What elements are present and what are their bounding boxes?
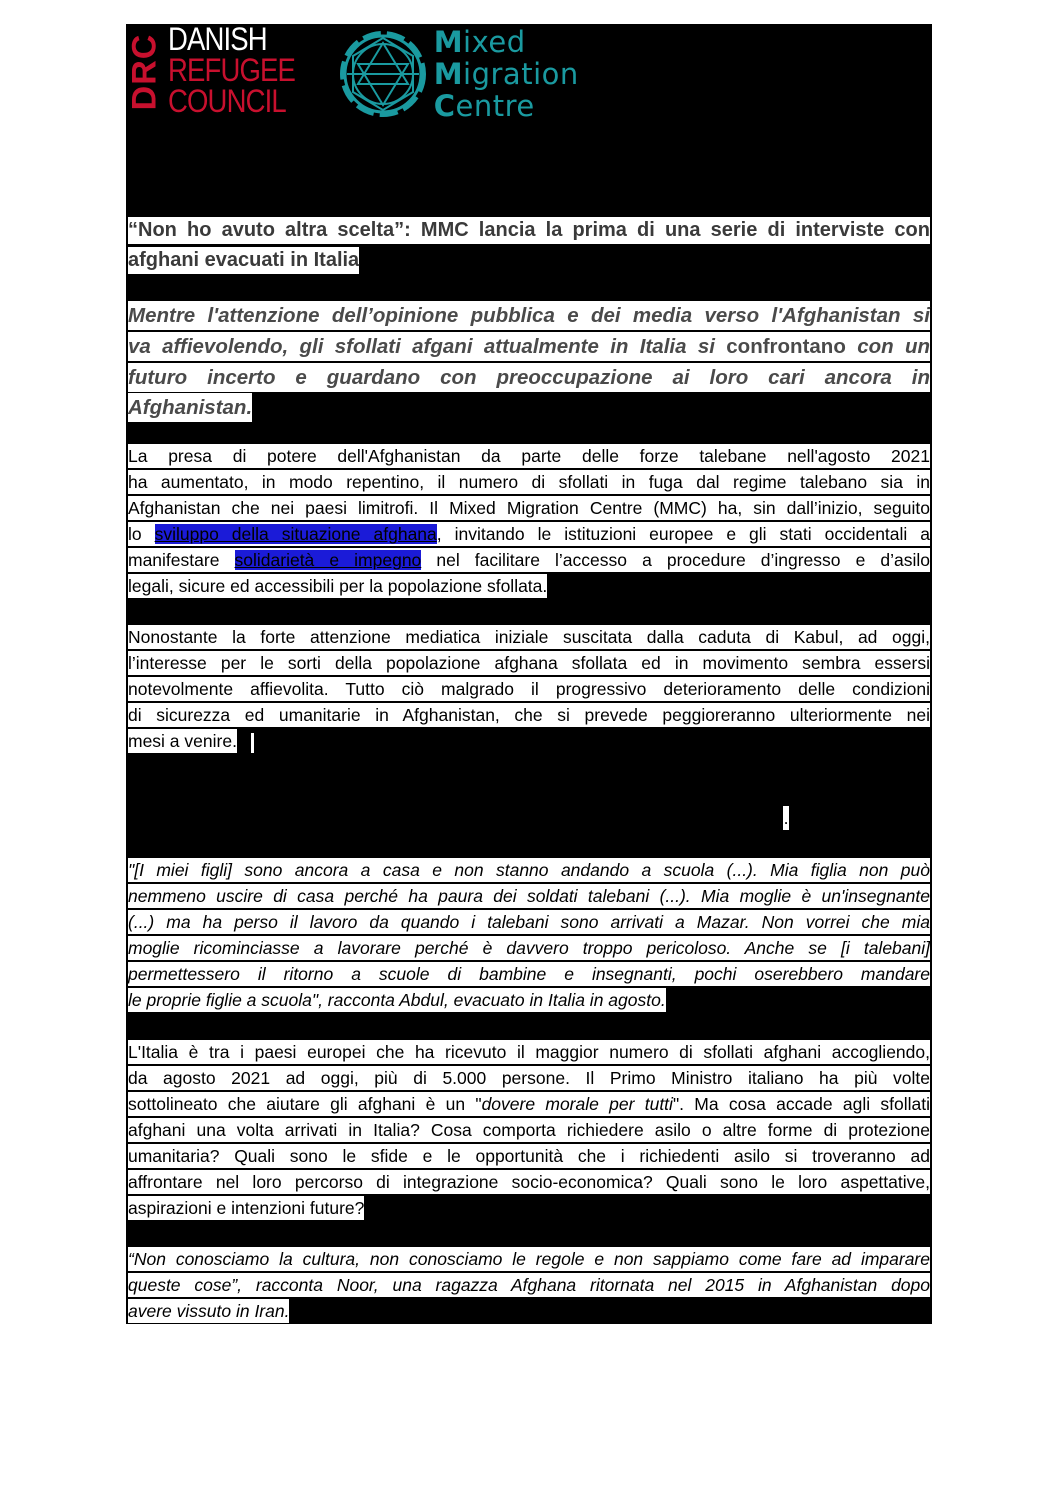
quote1-line-2: nemmeno uscire di casa perché ha paura dei soldati talebani (...). Mia moglie è un'insegnante — [128, 886, 930, 906]
drc-line-council: COUNCIL — [168, 83, 286, 119]
quote1-line-4: moglie ricominciasse a lavorare perché è davvero troppo pericoloso. Anche se [i talebani] — [128, 938, 930, 958]
mmc-emblem-icon — [338, 29, 428, 119]
quote2-line-1: “Non conosciamo la cultura, non conosciamo le regole e non sappiamo come fare ad imparare — [128, 1249, 930, 1269]
mmc-line-migration: Migration — [433, 57, 579, 91]
para2-line-2: l’interesse per le sorti della popolazione afghana sfollata ed in movimento sembra essersi — [128, 653, 930, 673]
drc-line-danish: DANISH — [168, 21, 267, 57]
quote2-line-2: queste cose”, racconta Noor, una ragazza Afghana ritornata nel 2015 in Afghanistan dopo — [128, 1275, 930, 1295]
quote1-line-1: "[I miei figli] sono ancora a casa e non stanno andando a scuola (...). Mia figlia non può — [128, 860, 930, 880]
para3-line-4: afghani una volta arrivati in Italia? Cosa comporta richiedere asilo o altre forme di protezione — [128, 1120, 930, 1140]
para1-line-1: La presa di potere dell'Afghanistan da parte delle forze talebane nell'agosto 2021 — [128, 446, 930, 466]
mmc-line-mixed: Mixed — [433, 25, 526, 59]
para1-line-3: Afghanistan che nei paesi limitrofi. Il Mixed Migration Centre (MMC) ha, sin dall’inizio, seguito — [128, 498, 930, 518]
lead-line-1: Mentre l'attenzione dell’opinione pubblica e dei media verso l'Afghanistan si — [128, 301, 930, 330]
whitespace-mark — [251, 733, 254, 753]
lead-line-2: va affievolendo, gli sfollati afgani attualmente in Italia si confrontano con un — [128, 332, 930, 361]
mmc-logo — [338, 26, 579, 122]
para3-line-5: umanitaria? Quali sono le sfide e le opportunità che i richiedenti asilo si troveranno ad — [128, 1146, 930, 1166]
para3-line-3: sottolineato che aiutare gli afghani è un "dovere morale per tutti". Ma cosa accade agli sfollati — [128, 1094, 930, 1114]
drc-line-refugee: REFUGEE — [168, 52, 296, 88]
drc-acronym: DRC — [125, 33, 164, 111]
para1-line-6: legali, sicure ed accessibili per la popolazione sfollata. — [128, 576, 548, 596]
para3-line-1: L'Italia è tra i paesi europei che ha ricevuto il maggior numero di sfollati afghani accogliendo, — [128, 1042, 930, 1062]
link-solidarieta-impegno[interactable]: solidarietà e impegno — [234, 550, 422, 570]
para3-line-7: aspirazioni e intenzioni future? — [128, 1198, 365, 1218]
para2-line-1: Nonostante la forte attenzione mediatica iniziale suscitata dalla caduta di Kabul, ad oggi, — [128, 627, 930, 647]
drc-logo — [125, 21, 316, 119]
header-logos — [125, 21, 579, 124]
quote1-line-3: (...) ma ha perso il lavoro da quando i talebani sono arrivati a Mazar. Non vorrei che mia — [128, 912, 930, 932]
page-title-line-1: “Non ho avuto altra scelta”: MMC lancia la prima di una serie di interviste con — [128, 217, 930, 244]
para2-line-4: di sicurezza ed umanitarie in Afghanistan, che si prevede peggioreranno ulteriormente nei — [128, 705, 930, 725]
mmc-line-centre: Centre — [433, 89, 535, 123]
lead-line-4: Afghanistan. — [128, 393, 252, 422]
lead-line-3: futuro incerto e guardano con preoccupazione ai loro cari ancora in — [128, 363, 930, 392]
para2-line-5: mesi a venire. — [128, 731, 237, 751]
para1-line-2: ha aumentato, in modo repentino, il numero di sfollati in fuga dal regime talebano sia in — [128, 472, 930, 492]
quote2-line-3: avere vissuto in Iran. — [128, 1301, 290, 1321]
para2-line-3: notevolmente affievolita. Tutto ciò malgrado il progressivo deterioramento delle condizioni — [128, 679, 930, 699]
para3-line-2: da agosto 2021 ad oggi, più di 5.000 persone. Il Primo Ministro italiano ha più volte — [128, 1068, 930, 1088]
para3-line-6: affrontare nel loro percorso di integrazione socio-economica? Quali sono le loro aspettative, — [128, 1172, 930, 1192]
isolated-dot: . — [783, 808, 789, 828]
page-title-line-2: afghani evacuati in Italia — [128, 247, 359, 274]
para1-line-5: manifestare solidarietà e impegno nel facilitare l’accesso a procedure d’ingresso e d’asilo — [128, 550, 930, 570]
quote1-line-6: le proprie figlie a scuola", racconta Abdul, evacuato in Italia in agosto. — [128, 990, 666, 1010]
para1-line-4: lo sviluppo della situazione afghana, invitando le istituzioni europee e gli stati occidentali a — [128, 524, 930, 544]
link-sviluppo-situazione-afghana[interactable]: sviluppo della situazione afghana — [154, 524, 437, 544]
quote1-line-5: permettessero il ritorno a scuole di bambine e insegnanti, pochi oserebbero mandare — [128, 964, 930, 984]
